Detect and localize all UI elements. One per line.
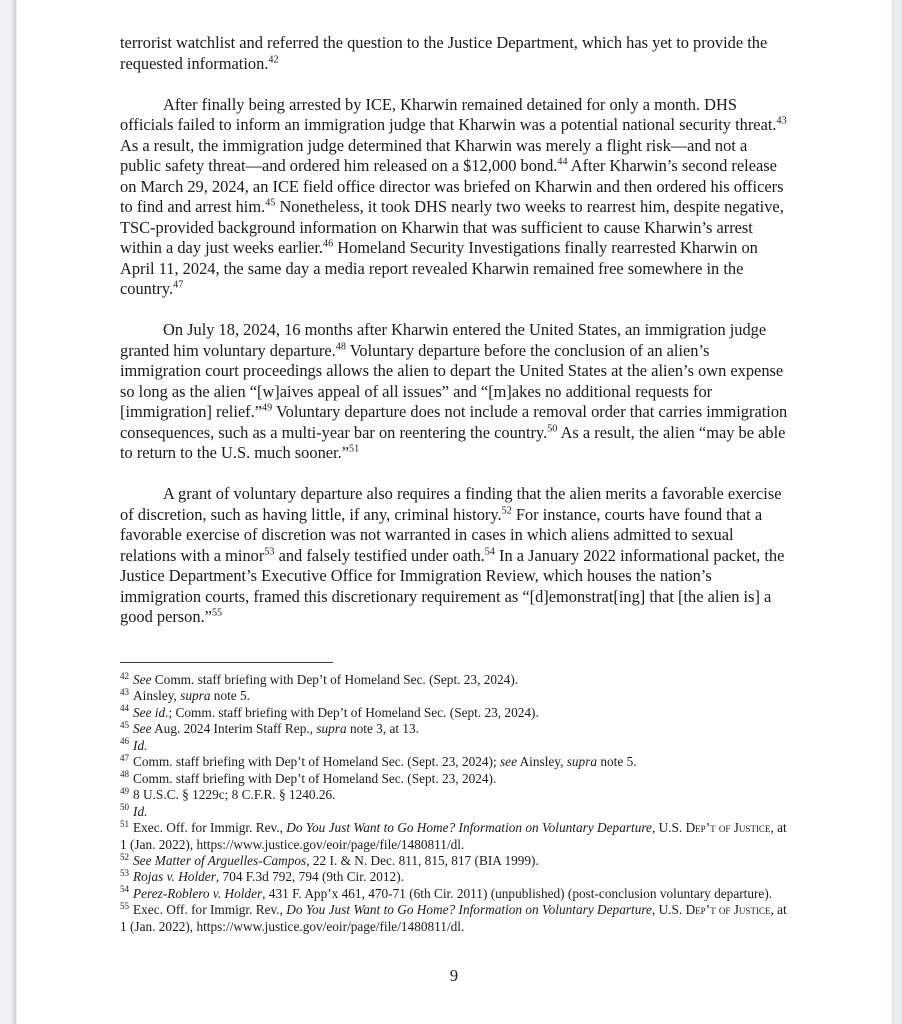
footnote-reference: 43: [776, 115, 787, 127]
text-run: Comm. staff briefing with Dep’t of Homeland Sec. (Sept. 23, 2024);: [133, 754, 500, 770]
text-run: note 5.: [210, 688, 250, 704]
footnote-separator: [120, 662, 333, 663]
footnote: [120, 672, 790, 688]
text-run: , U.S.: [651, 820, 686, 836]
text-run: Dep’t of Justice: [685, 820, 771, 836]
footnote-text: [133, 804, 147, 819]
text-run: After Kharwin’s second release on March 29, 2024, an ICE field office director was briefed on Kharwin and then ordered his officers to find and arrest him.: [120, 156, 784, 216]
text-run: and falsely testified under oath.: [274, 545, 485, 565]
text-run: Nonetheless, it took DHS nearly two weeks to rearrest him, despite negative, TSC-provided background information on Kharwin that was sufficient to cause Kharwin’s arrest within a day just weeks earlier.: [120, 197, 784, 257]
paragraph: [120, 320, 788, 464]
text-run: As a result, the alien “may be able to return to the U.S. much sooner.”: [120, 422, 786, 462]
footnote-text: [120, 820, 787, 851]
text-run: See Matter of Arguelles-Campos: [133, 852, 307, 868]
footnote: [120, 902, 790, 935]
footnote-number: 47: [120, 752, 130, 763]
footnote-reference: 45: [265, 197, 276, 209]
text-run: Homeland Security Investigations finally rearrested Kharwin on April 11, 2024, the same day a media report revealed Kharwin remained free somewhere in the country.: [120, 238, 758, 298]
footnote-number: 52: [120, 851, 130, 862]
footnote-text: [133, 754, 637, 769]
footnote-reference: 42: [268, 54, 279, 66]
footnotes-list: [120, 672, 790, 935]
text-run: Voluntary departure does not include a removal order that carries immigration consequences, such as a multi-year bar on reentering the country.: [120, 402, 788, 442]
footnote-reference: 52: [501, 505, 512, 517]
text-run: For instance, courts have found that a favorable exercise of discretion was not warranted in cases in which aliens admitted to sexual relations with a minor: [120, 504, 763, 565]
text-run: Voluntary departure before the conclusion of an alien’s immigration court proceedings allows the alien to depart the United States at the alien’s own expense so long as the alien “[w]aives appeal of all issues” and “[m]akes no additional requests for [immigration] relief.”: [120, 340, 784, 421]
footnote-number: 53: [120, 868, 130, 879]
text-run: Rojas v. Holder: [133, 869, 216, 885]
footnote-text: [133, 771, 496, 786]
text-run: Do You Just Want to Go Home? Information on Voluntary Departure: [286, 820, 652, 836]
footnote-reference: 46: [323, 238, 334, 250]
text-run: , 704 F.3d 792, 794 (9th Cir. 2012).: [215, 869, 404, 885]
text-run: A grant of voluntary departure also requires a finding that the alien merits a favorable exercise of discretion, such as having little, if any, criminal history.: [120, 484, 782, 524]
footnote: [120, 754, 790, 770]
text-run: Ainsley,: [133, 688, 181, 704]
text-run: ; Comm. staff briefing with Dep’t of Homeland Sec. (Sept. 23, 2024).: [168, 704, 539, 720]
text-run: Do You Just Want to Go Home? Information on Voluntary Departure: [286, 902, 652, 918]
footnote-text: [133, 787, 335, 802]
footnote-text: [133, 886, 772, 901]
footnote-reference: 48: [335, 341, 346, 353]
footnote-reference: 50: [547, 423, 558, 435]
text-run: See: [133, 721, 152, 737]
footnote: [120, 886, 790, 902]
footnote-reference: 51: [348, 443, 360, 455]
text-run: Perez-Roblero v. Holder: [133, 885, 263, 901]
footnote: [120, 688, 790, 704]
text-run: terrorist watchlist and referred the question to the Justice Department, which has yet to provide the requested information.: [120, 33, 768, 73]
footnote: [120, 771, 790, 787]
text-run: supra: [180, 688, 211, 704]
text-run: Dep’t of Justice: [685, 902, 771, 918]
text-run: In a January 2022 informational packet, the Justice Department’s Executive Office for Immigration Review, which houses the nation’s immigration courts, framed this discretionary requirement as “[d]emonstrat[ing] that [the alien is] a good person.”: [120, 545, 785, 626]
text-run: Exec. Off. for Immigr. Rev.,: [133, 820, 287, 836]
left-margin-strip: [0, 0, 17, 1024]
text-run: , 431 F. App’x 461, 470-71 (6th Cir. 2011) (unpublished) (post-conclusion voluntary departure).: [262, 885, 773, 901]
footnote-number: 49: [120, 785, 130, 796]
footnote-number: 51: [120, 818, 130, 829]
footnote: [120, 869, 790, 885]
footnote-reference: 54: [484, 546, 495, 558]
footnote-text: [133, 853, 539, 868]
footnote: [120, 804, 790, 820]
footnote-text: [133, 672, 518, 687]
text-run: 8 U.S.C. § 1229c; 8 C.F.R. § 1240.26.: [133, 787, 336, 803]
text-run: See: [133, 672, 152, 687]
footnote: [120, 820, 790, 853]
footnote-number: 45: [120, 719, 130, 730]
footnote-text: [133, 721, 419, 736]
footnote-reference: 53: [264, 546, 275, 558]
text-run: Comm. staff briefing with Dep’t of Homeland Sec. (Sept. 23, 2024).: [151, 672, 519, 687]
text-run: After finally being arrested by ICE, Kharwin remained detained for only a month. DHS officials failed to inform an immigration judge that Kharwin was a potential national security threat.: [120, 94, 777, 134]
footnote: [120, 787, 790, 803]
text-run: , at 1 (Jan. 2022), https://www.justice.gov/eoir/page/file/1480811/dl.: [120, 902, 787, 934]
text-run: Id.: [133, 737, 148, 753]
text-run: see: [500, 754, 517, 770]
paragraph: [120, 33, 788, 74]
footnote-number: 48: [120, 769, 130, 780]
paragraph: [120, 484, 788, 628]
text-run: supra: [566, 754, 598, 770]
footnote-number: 42: [120, 670, 130, 681]
text-run: Id.: [133, 803, 148, 819]
footnote-reference: 44: [557, 156, 568, 168]
text-run: Ainsley,: [516, 754, 567, 770]
footnote-number: 55: [120, 900, 130, 911]
text-run: Comm. staff briefing with Dep’t of Homeland Sec. (Sept. 23, 2024).: [133, 770, 497, 786]
footnote: [120, 721, 790, 737]
footnote-text: [120, 902, 787, 933]
text-run: , U.S.: [651, 902, 686, 918]
footnote-reference: 47: [173, 279, 184, 291]
footnote-number: 43: [120, 687, 130, 698]
text-run: , 22 I. & N. Dec. 811, 815, 817 (BIA 1999).: [306, 852, 539, 868]
footnote-number: 46: [120, 736, 130, 747]
footnote-number: 54: [120, 884, 130, 895]
right-margin-strip: [892, 0, 902, 1024]
text-run: note 5.: [597, 754, 637, 770]
footnote-text: [133, 705, 539, 720]
text-run: Exec. Off. for Immigr. Rev.,: [133, 902, 287, 918]
footnote-reference: 49: [262, 402, 273, 414]
footnote-text: [133, 738, 147, 753]
footnotes-section: [120, 662, 790, 935]
text-run: note 3, at 13.: [346, 721, 420, 737]
paragraph: [120, 95, 788, 300]
body-text: [120, 33, 788, 648]
text-run: On July 18, 2024, 16 months after Kharwin entered the United States, an immigration judge granted him voluntary departure.: [120, 320, 767, 360]
text-run: Aug. 2024 Interim Staff Rep.,: [151, 721, 317, 737]
footnote-reference: 55: [211, 607, 223, 619]
footnote: [120, 853, 790, 869]
footnote: [120, 738, 790, 754]
footnote-number: 50: [120, 802, 130, 813]
footnote: [120, 705, 790, 721]
text-run: supra: [316, 721, 347, 737]
text-run: As a result, the immigration judge determined that Kharwin was merely a flight risk—and not a public safety threat—and ordered him released on a $12,000 bond.: [120, 135, 748, 175]
footnote-text: [133, 688, 250, 703]
footnote-number: 44: [120, 703, 130, 714]
text-run: , at 1 (Jan. 2022), https://www.justice.gov/eoir/page/file/1480811/dl.: [120, 820, 787, 852]
footnote-text: [133, 869, 404, 884]
page-number: 9: [449, 966, 459, 985]
text-run: See id.: [133, 704, 169, 720]
